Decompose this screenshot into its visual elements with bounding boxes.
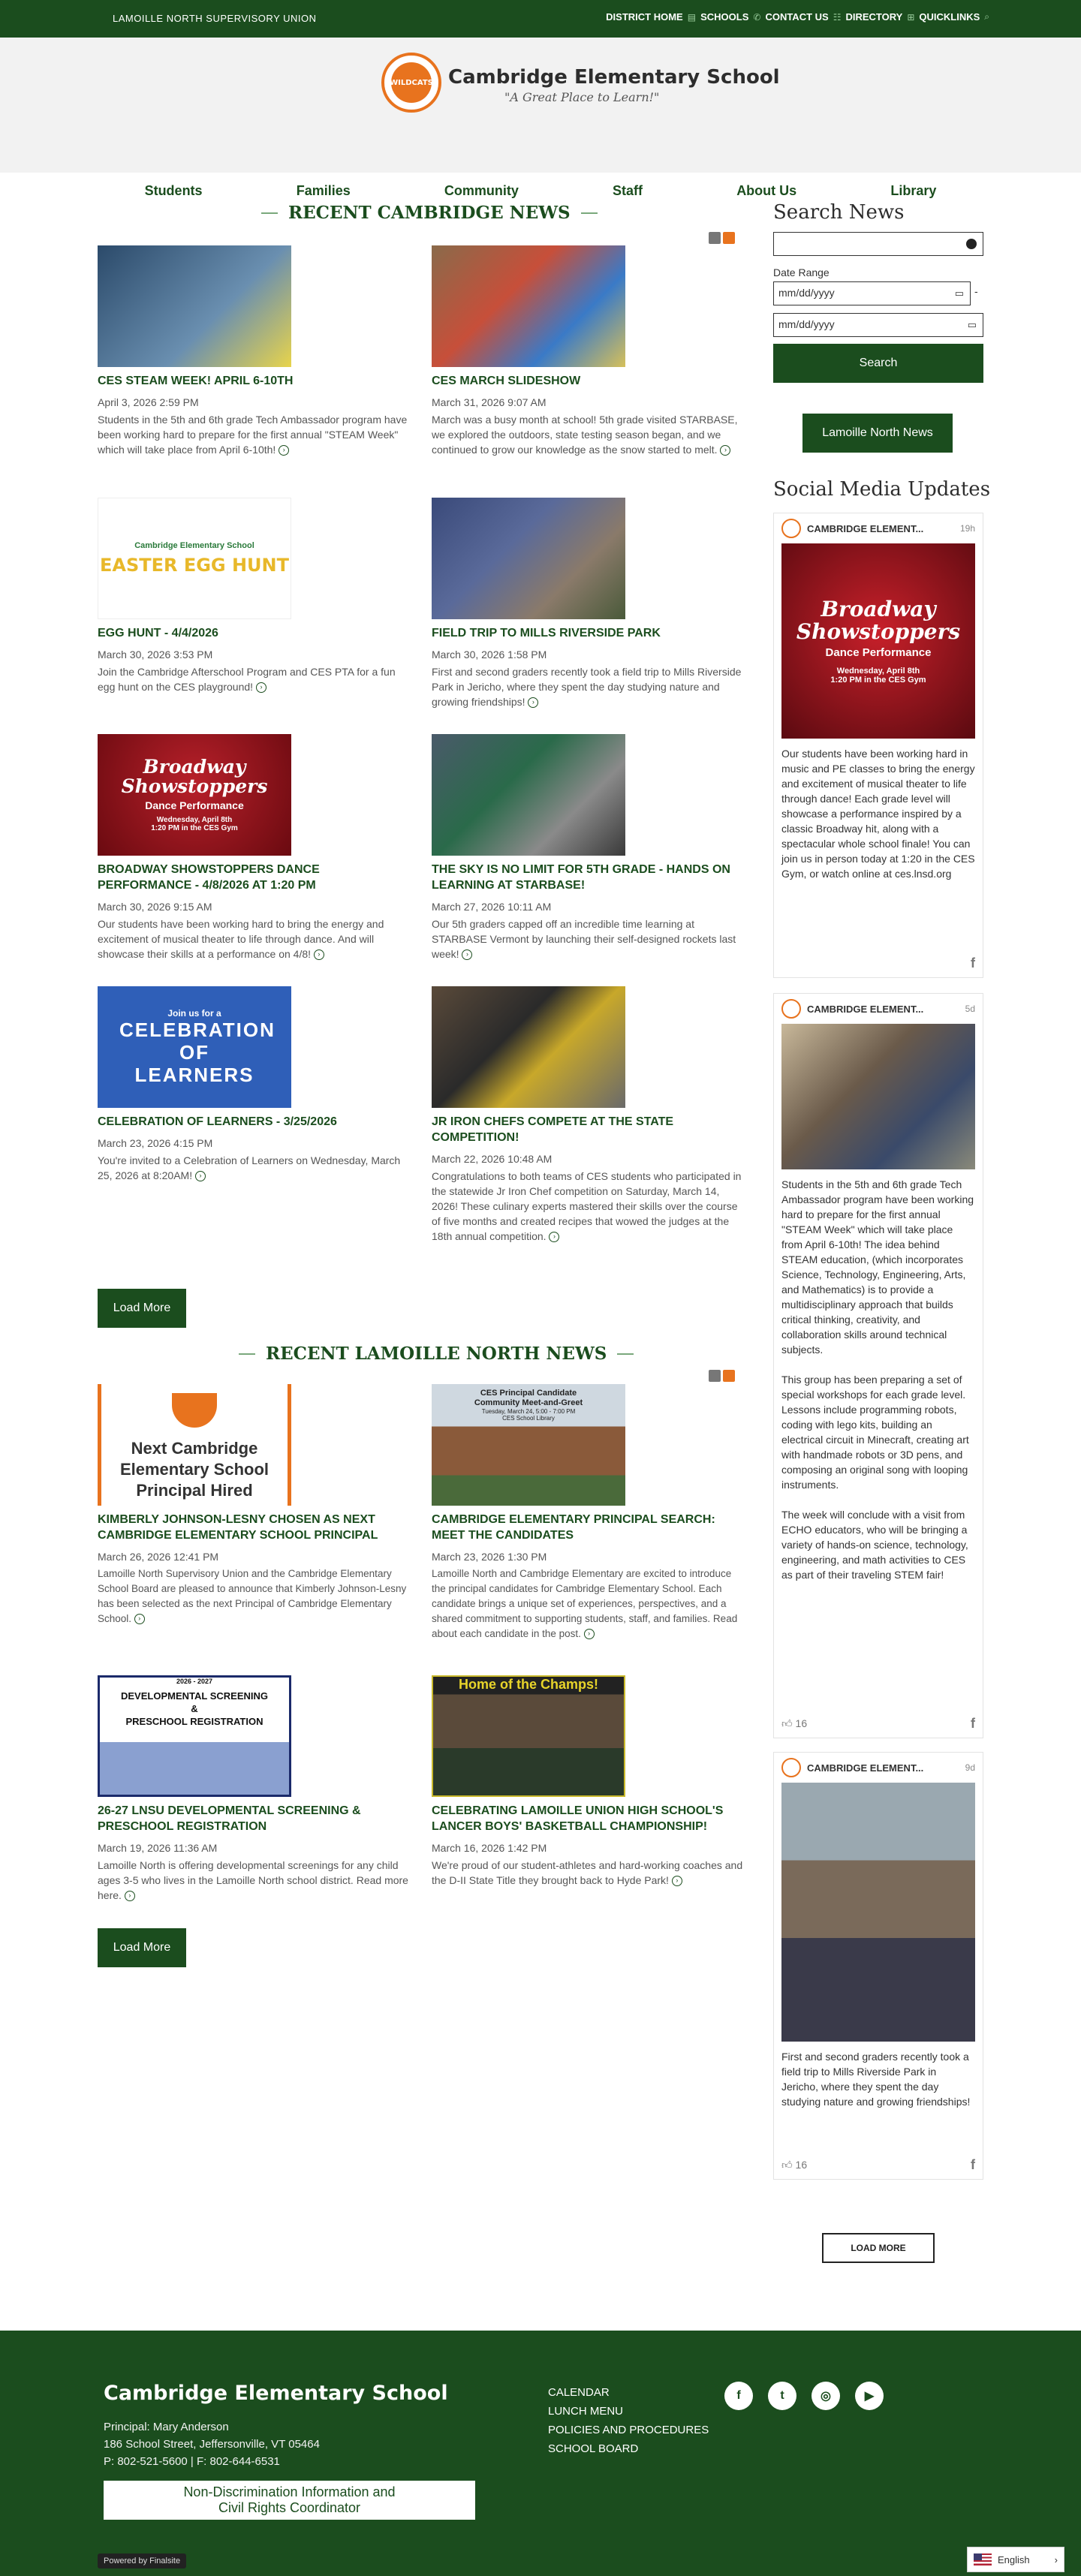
post-text: First and second graders recently took a field trip to Mills Riverside Park in Jericho, where they spent the day studying nature and growing friendships!: [781, 2051, 971, 2108]
social-post[interactable]: [773, 1752, 983, 2180]
news-title[interactable]: KIMBERLY JOHNSON-LESNY CHOSEN AS NEXT CAMBRIDGE ELEMENTARY SCHOOL PRINCIPAL: [98, 1513, 378, 1542]
logo-wildcat-icon: WILDCATS: [391, 62, 432, 103]
footer: [0, 2331, 1081, 2576]
post-age: 19h: [959, 523, 975, 534]
news-title[interactable]: CES MARCH SLIDESHOW: [432, 375, 581, 387]
news-title[interactable]: CELEBRATING LAMOILLE UNION HIGH SCHOOL'S LANCER BOYS' BASKETBALL CHAMPIONSHIP!: [432, 1804, 724, 1833]
news-summary: Our 5th graders capped off an incredible time learning at STARBASE Vermont by launching their self-designed rockets last week! ›: [432, 918, 736, 960]
news-date: April 3, 2026 2:59 PM: [98, 396, 199, 408]
news-summary: Lamoille North Supervisory Union and the Cambridge Elementary School Board are pleased to announce that Kimberly Johnson-Lesny has been selected as the next Principal of Cambridge Elementary School. ›: [98, 1568, 407, 1624]
search-news-input[interactable]: [773, 232, 983, 256]
footer-phone: P: 802-521-5600 | F: 802-644-6531: [104, 2455, 280, 2468]
news-summary: Lamoille North and Cambridge Elementary are excited to introduce the principal candidates for Cambridge Elementary School. Each candidate brings a unique set of experiences, perspectives, and a shared commitment to supporting students, staff, and families. Read about each candidate in the post. ›: [432, 1568, 738, 1639]
footer-social-icons: [724, 2382, 884, 2410]
news-image[interactable]: [432, 245, 625, 367]
avatar[interactable]: [781, 1758, 801, 1777]
post-account[interactable]: CAMBRIDGE ELEMENT...: [807, 1762, 924, 1774]
news-card[interactable]: [98, 1384, 413, 1627]
calendar-icon[interactable]: ▭: [967, 319, 977, 330]
language-label: English: [998, 2553, 1030, 2565]
read-more-icon[interactable]: ›: [528, 697, 538, 708]
site-header: [0, 38, 1081, 198]
top-bar: [0, 0, 1081, 38]
directory-link[interactable]: DIRECTORY: [845, 11, 903, 23]
post-image[interactable]: [781, 1024, 975, 1169]
language-selector[interactable]: [967, 2547, 1064, 2572]
non-discrimination-button[interactable]: Non-Discrimination Information and Civil Rights Coordinator: [104, 2481, 475, 2520]
school-name[interactable]: Cambridge Elementary School: [448, 66, 780, 89]
facebook-icon[interactable]: f: [724, 2382, 753, 2410]
logo-wildcat-icon: [172, 1393, 217, 1428]
powered-by-badge[interactable]: Powered by Finalsite: [98, 2553, 186, 2568]
nav-about-us[interactable]: About Us: [736, 183, 797, 198]
avatar[interactable]: [781, 999, 801, 1019]
news-card[interactable]: [432, 1384, 747, 1642]
like-icon[interactable]: 👍︎: [781, 2159, 793, 2171]
news-summary: Lamoille North is offering developmental screenings for any child ages 3-5 who lives in the Lamoille North school district. Read more here. ›: [98, 1859, 408, 1901]
rss-icon[interactable]: [709, 1370, 721, 1382]
read-more-icon[interactable]: ›: [720, 445, 730, 456]
start-date-input[interactable]: mm/dd/yyyy ▭: [773, 281, 971, 305]
news-date: March 19, 2026 11:36 AM: [98, 1842, 218, 1854]
post-account[interactable]: CAMBRIDGE ELEMENT...: [807, 1003, 924, 1015]
read-more-icon[interactable]: ›: [125, 1891, 135, 1901]
news-card[interactable]: [98, 245, 413, 457]
nav-families[interactable]: Families: [296, 183, 351, 198]
news-card[interactable]: [98, 1675, 413, 1903]
news-date: March 30, 2026 1:58 PM: [432, 649, 547, 661]
feed-icons: [709, 1370, 735, 1382]
social-post[interactable]: [773, 993, 983, 1738]
news-image[interactable]: [432, 986, 625, 1108]
news-image[interactable]: Next Cambridge Elementary School Principal Hired: [98, 1384, 291, 1506]
news-date: March 30, 2026 3:53 PM: [98, 649, 213, 661]
news-date: March 23, 2026 1:30 PM: [432, 1551, 547, 1563]
news-card[interactable]: [432, 1675, 747, 1888]
post-text: Our students have been working hard in music and PE classes to bring the energy and excitement of musical theater to life through dance! Each grade level will showcase a performance inspired by a classic Broadway hit, along with a spectacular whole school finale! You can join us in person today at 1:20 in the CES Gym, or watch online at ces.lnsd.org: [781, 748, 975, 880]
school-tagline: "A Great Place to Learn!": [504, 90, 660, 104]
facebook-icon[interactable]: f: [971, 955, 975, 971]
lamoille-news-heading: RECENT LAMOILLE NORTH NEWS: [239, 1344, 634, 1364]
news-card[interactable]: [432, 734, 747, 961]
phone-icon: ✆: [753, 11, 761, 23]
avatar[interactable]: [781, 519, 801, 538]
social-post[interactable]: [773, 513, 983, 978]
date-range-dash: -: [974, 285, 978, 297]
news-summary: First and second graders recently took a field trip to Mills Riverside Park in Jericho, where they spent the day studying nature and growing friendships! ›: [432, 666, 742, 708]
school-logo[interactable]: [381, 53, 441, 113]
news-summary: March was a busy month at school! 5th grade visited STARBASE, we explored the outdoors, state testing season began, and we continued to grow our knowledge as the snow started to melt. ›: [432, 414, 738, 456]
footer-address: 186 School Street, Jeffersonville, VT 05464: [104, 2438, 320, 2451]
nav-library[interactable]: Library: [890, 183, 937, 198]
news-title[interactable]: THE SKY IS NO LIMIT FOR 5TH GRADE - HANDS ON LEARNING AT STARBASE!: [432, 863, 730, 892]
utility-nav: [606, 11, 989, 23]
news-title[interactable]: EGG HUNT - 4/4/2026: [98, 627, 218, 639]
news-summary: Join the Cambridge Afterschool Program and CES PTA for a fun egg hunt on the CES playground! ›: [98, 666, 396, 693]
clear-icon[interactable]: [966, 239, 977, 249]
calendar-icon[interactable]: ▭: [954, 287, 964, 299]
news-image[interactable]: Cambridge Elementary School EASTER EGG HUNT: [98, 498, 291, 619]
facebook-icon[interactable]: f: [971, 1716, 975, 1731]
post-image[interactable]: [781, 1783, 975, 2042]
post-age: 9d: [965, 1762, 975, 1773]
news-image[interactable]: CES Principal Candidate Community Meet-and-Greet Tuesday, March 24, 5:00 - 7:00 PM CES School Library: [432, 1384, 625, 1506]
news-card[interactable]: [432, 986, 747, 1244]
search-news-heading: Search News: [773, 201, 905, 224]
twitter-icon[interactable]: t: [768, 2382, 796, 2410]
building-icon: ▤: [687, 11, 697, 23]
notification-icon[interactable]: [723, 232, 735, 244]
instagram-icon[interactable]: ◎: [812, 2382, 840, 2410]
news-date: March 23, 2026 4:15 PM: [98, 1137, 213, 1149]
read-more-icon[interactable]: ›: [672, 1876, 682, 1886]
footer-school-name: Cambridge Elementary School: [104, 2382, 448, 2405]
post-age: 5d: [965, 1004, 975, 1014]
footer-link-school-board[interactable]: SCHOOL BOARD: [548, 2442, 639, 2455]
end-date-input[interactable]: mm/dd/yyyy ▭: [773, 313, 983, 337]
post-account[interactable]: CAMBRIDGE ELEMENT...: [807, 522, 924, 534]
news-image[interactable]: Broadway Showstoppers Dance Performance Wednesday, April 8th 1:20 PM in the CES Gym: [98, 734, 291, 856]
district-home-link[interactable]: DISTRICT HOME: [606, 11, 683, 23]
read-more-icon[interactable]: ›: [279, 445, 289, 456]
news-summary: We're proud of our student-athletes and hard-working coaches and the D-II State Title they brought back to Hyde Park! ›: [432, 1859, 743, 1886]
news-title[interactable]: FIELD TRIP TO MILLS RIVERSIDE PARK: [432, 627, 661, 639]
read-more-icon[interactable]: ›: [134, 1614, 145, 1624]
news-date: March 22, 2026 10:48 AM: [432, 1153, 553, 1165]
post-image[interactable]: Broadway Showstoppers Dance Performance Wednesday, April 8th 1:20 PM in the CES Gym: [781, 543, 975, 739]
read-more-icon[interactable]: ›: [195, 1171, 206, 1181]
news-summary: Our students have been working hard to bring the energy and excitement of musical theater to life through dance. And will showcase their skills at a performance on 4/8! ›: [98, 918, 384, 960]
news-summary: You're invited to a Celebration of Learners on Wednesday, March 25, 2026 at 8:20AM! ›: [98, 1154, 401, 1181]
nav-community[interactable]: Community: [444, 183, 519, 198]
news-title[interactable]: BROADWAY SHOWSTOPPERS DANCE PERFORMANCE - 4/8/2026 AT 1:20 PM: [98, 863, 320, 892]
news-summary: Students in the 5th and 6th grade Tech Ambassador program have been working hard to prepare for the first annual "STEAM Week" which will take place from April 6-10th! ›: [98, 414, 408, 456]
news-title[interactable]: 26-27 LNSU DEVELOPMENTAL SCREENING & PRESCHOOL REGISTRATION: [98, 1804, 361, 1833]
read-more-icon[interactable]: ›: [314, 949, 324, 960]
news-date: March 27, 2026 10:11 AM: [432, 901, 552, 913]
read-more-icon[interactable]: ›: [256, 682, 266, 693]
like-count: 16: [795, 1717, 808, 1729]
feed-icons: [709, 232, 735, 244]
like-icon[interactable]: 👍︎: [781, 1717, 793, 1729]
directory-icon: ☷: [833, 11, 842, 23]
nav-students[interactable]: Students: [144, 183, 203, 198]
contact-us-link[interactable]: CONTACT US: [765, 11, 829, 23]
notification-icon[interactable]: [723, 1370, 735, 1382]
read-more-icon[interactable]: ›: [549, 1232, 559, 1242]
quicklinks-link[interactable]: QUICKLINKS: [919, 11, 980, 23]
news-image[interactable]: Join us for a CELEBRATION OF LEARNERS: [98, 986, 291, 1108]
news-title[interactable]: CAMBRIDGE ELEMENTARY PRINCIPAL SEARCH: MEET THE CANDIDATES: [432, 1513, 715, 1542]
read-more-icon[interactable]: ›: [584, 1629, 595, 1639]
lamoille-north-news-button[interactable]: Lamoille North News: [802, 414, 953, 453]
news-date: March 16, 2026 1:42 PM: [432, 1842, 547, 1854]
news-image[interactable]: [432, 734, 625, 856]
rss-icon[interactable]: [709, 232, 721, 244]
cambridge-load-more-button[interactable]: Load More: [98, 1289, 186, 1328]
social-media-heading: Social Media Updates: [773, 478, 991, 501]
news-date: March 30, 2026 9:15 AM: [98, 901, 212, 913]
like-count: 16: [795, 2159, 808, 2171]
news-image[interactable]: 2026 - 2027 DEVELOPMENTAL SCREENING & PRESCHOOL REGISTRATION: [98, 1675, 291, 1797]
lamoille-load-more-button[interactable]: Load More: [98, 1928, 186, 1967]
news-card[interactable]: [432, 498, 747, 709]
date-range-label: Date Range: [773, 266, 830, 278]
news-card[interactable]: [98, 734, 413, 961]
news-image[interactable]: [432, 498, 625, 619]
footer-link-calendar[interactable]: CALENDAR: [548, 2386, 610, 2399]
news-card[interactable]: [432, 245, 747, 457]
footer-links: [548, 2383, 709, 2458]
search-button[interactable]: Search: [773, 344, 983, 383]
news-card[interactable]: [98, 986, 413, 1183]
cambridge-news-heading: RECENT CAMBRIDGE NEWS: [261, 203, 598, 223]
news-title[interactable]: CES STEAM WEEK! APRIL 6-10TH: [98, 375, 294, 387]
news-title[interactable]: JR IRON CHEFS COMPETE AT THE STATE COMPETITION!: [432, 1115, 674, 1144]
chevron-right-icon: ›: [1054, 2553, 1058, 2565]
nav-staff[interactable]: Staff: [613, 183, 643, 198]
org-name[interactable]: LAMOILLE NORTH SUPERVISORY UNION: [113, 13, 317, 24]
news-summary: Congratulations to both teams of CES students who participated in the statewide Jr Iron Chef competition on Saturday, March 14, 2026! These culinary experts mastered their skills over the course of five months and created recipes that wowed the judges at the 18th annual competition. ›: [432, 1170, 742, 1242]
news-image[interactable]: [98, 245, 291, 367]
schools-link[interactable]: SCHOOLS: [700, 11, 749, 23]
grid-icon: ⊞: [907, 11, 915, 23]
news-image[interactable]: Home of the Champs!: [432, 1675, 625, 1797]
read-more-icon[interactable]: ›: [462, 949, 472, 960]
social-load-more-button[interactable]: LOAD MORE: [822, 2233, 935, 2263]
us-flag-icon: [974, 2553, 992, 2565]
footer-link-policies[interactable]: POLICIES AND PROCEDURES: [548, 2424, 709, 2436]
facebook-icon[interactable]: f: [971, 2157, 975, 2172]
news-date: March 31, 2026 9:07 AM: [432, 396, 547, 408]
footer-principal: Principal: Mary Anderson: [104, 2421, 229, 2433]
footer-link-lunch-menu[interactable]: LUNCH MENU: [548, 2405, 624, 2418]
post-text: Students in the 5th and 6th grade Tech Ambassador program have been working hard to prepare for the first annual "STEAM Week" which will take place from April 6-10th! The idea behind STEAM education, (which incorporates Science, Technology, Engineering, Arts, and Mathematics) is to provide a multidisciplinary approach that builds critical thinking, creativity, and collaboration skills around technical subjects. This group has been preparing a set of special workshops for each grade level. Lessons include programming robots, coding with lego kits, building an electrical circuit in Minecraft, creating art with handmade robots or 3D pens, and composing an original song with looping instruments. The week will conclude with a visit from ECHO educators, who will be bringing a variety of hands-on science, technology, engineering, and math activities to CES as part of their traveling STEM fair!: [781, 1178, 974, 1581]
search-icon[interactable]: ⌕: [984, 11, 989, 22]
youtube-icon[interactable]: ▶: [855, 2382, 884, 2410]
news-card[interactable]: [98, 498, 413, 694]
news-date: March 26, 2026 12:41 PM: [98, 1551, 219, 1563]
news-title[interactable]: CELEBRATION OF LEARNERS - 3/25/2026: [98, 1115, 337, 1128]
